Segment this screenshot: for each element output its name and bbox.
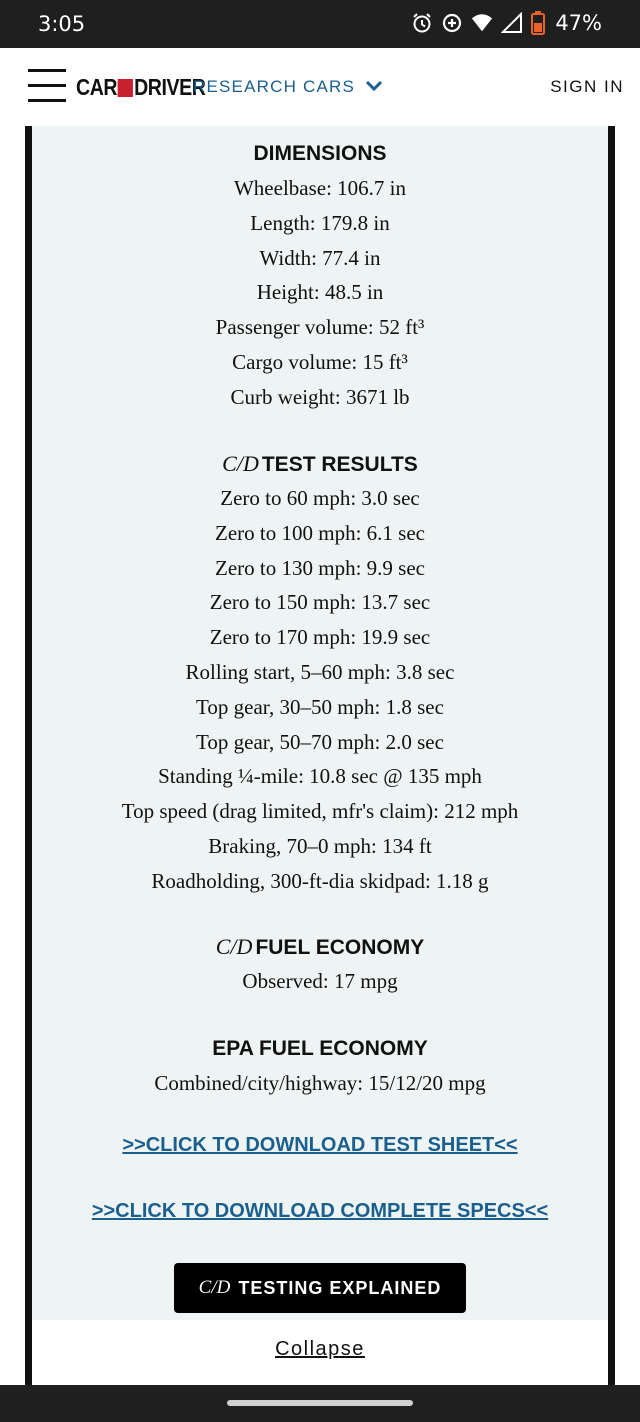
collapse-link[interactable]: Collapse [275,1338,365,1360]
cd-fuel-economy-section [32,930,608,999]
testing-explained-button[interactable]: C/D TESTING EXPLAINED [174,1263,466,1313]
spec-line: Curb weight: 3671 lb [230,384,410,409]
battery-percent: 47% [555,11,602,35]
spec-line: Wheelbase: 106.7 in [233,176,407,200]
menu-icon[interactable] [28,69,66,103]
spec-line: Zero to 150 mph: 13.7 sec [209,590,431,615]
navigation-bar [0,1385,640,1422]
research-cars-menu[interactable] [193,77,383,97]
chevron-down-icon [365,77,383,97]
spec-line: Zero to 60 mph: 3.0 sec [220,486,420,510]
spec-line: Cargo volume: 15 ft³ [232,349,408,374]
status-time: 3:05 [38,12,86,36]
status-icons [411,11,602,35]
epa-fuel-economy-heading: EPA FUEL ECONOMY [212,1037,428,1060]
spec-line: Combined/city/highway: 15/12/20 mpg [154,1071,486,1095]
spec-line: Roadholding, 300-ft-dia skidpad: 1.18 g [151,868,489,893]
spec-line: Zero to 100 mph: 6.1 sec [215,520,425,545]
data-saver-icon [441,12,463,34]
spec-line: Observed: 17 mpg [242,969,398,993]
spec-line: Passenger volume: 52 ft³ [215,315,425,340]
battery-icon [531,12,545,34]
spec-line: Length: 179.8 in [250,210,390,235]
download-complete-specs-link[interactable]: >>CLICK TO DOWNLOAD COMPLETE SPECS<< [91,1200,549,1222]
sign-in-link[interactable]: SIGN IN [550,77,624,96]
site-logo[interactable]: CAR DRIVER [76,74,206,100]
spec-line: Top gear, 50–70 mph: 2.0 sec [196,729,444,754]
spec-line: Zero to 130 mph: 9.9 sec [215,555,425,580]
signal-icon [501,12,523,34]
spec-line: Braking, 70–0 mph: 134 ft [208,833,432,858]
download-test-sheet-link[interactable]: >>CLICK TO DOWNLOAD TEST SHEET<< [122,1134,518,1156]
spec-line: Standing ¼-mile: 10.8 sec @ 135 mph [158,764,482,789]
wifi-icon [471,12,493,34]
epa-fuel-economy-section [32,1032,608,1101]
spec-line: Height: 48.5 in [256,280,384,305]
spec-line: Top gear, 30–50 mph: 1.8 sec [196,694,444,719]
specs-panel [25,126,615,1385]
spec-line: Zero to 170 mph: 19.9 sec [209,625,431,650]
specs-box [32,126,608,1320]
spec-line: Width: 77.4 in [259,245,381,270]
dimensions-section [32,137,608,415]
cd-fuel-economy-heading: C/D FUEL ECONOMY [215,934,425,959]
test-results-section [32,447,608,899]
research-cars-label: RESEARCH CARS [193,77,356,96]
spec-line: Rolling start, 5–60 mph: 3.8 sec [185,659,455,684]
dimensions-heading: DIMENSIONS [253,142,387,165]
download-test-sheet-wrapper [32,1134,608,1157]
home-gesture-handle[interactable] [227,1400,413,1406]
download-specs-wrapper [32,1200,608,1223]
site-header [0,48,640,126]
status-bar [0,0,640,48]
test-results-heading: C/D TEST RESULTS [222,451,418,476]
spec-line: Top speed (drag limited, mfr's claim): 212 mph [121,799,519,824]
alarm-icon [411,12,433,34]
